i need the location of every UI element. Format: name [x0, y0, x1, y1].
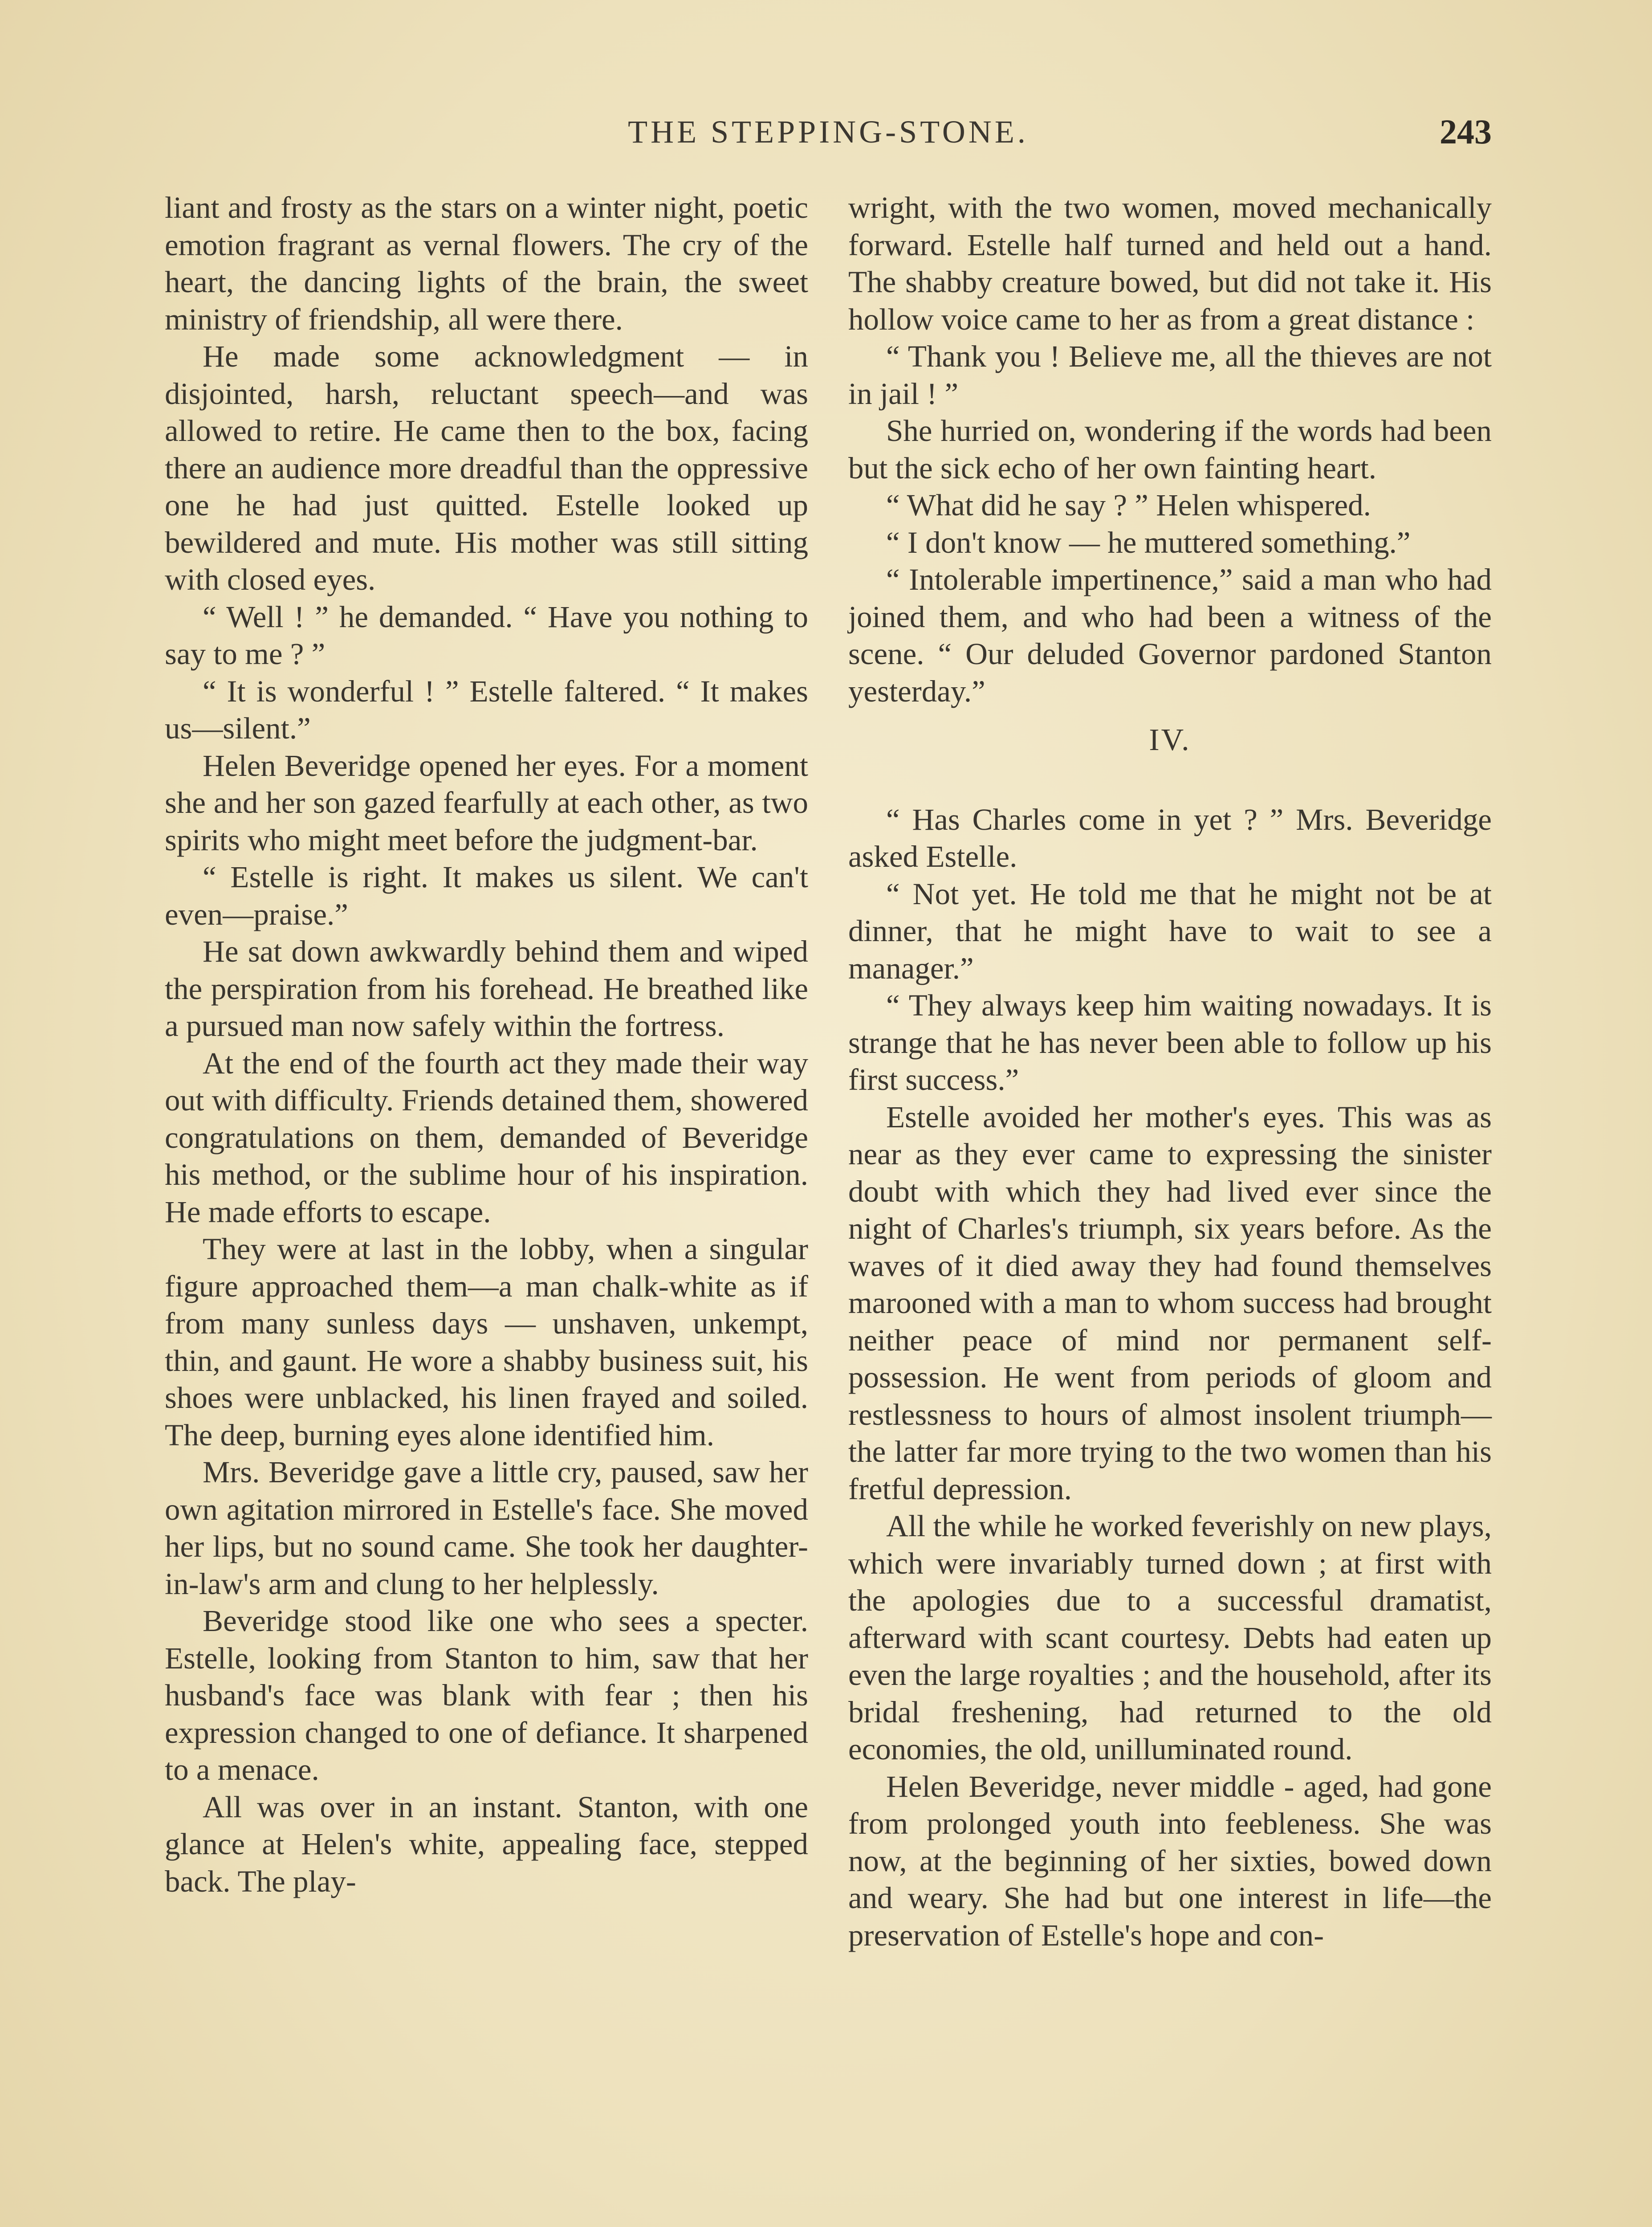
- paragraph: liant and frosty as the stars on a winter night, poetic emotion fragrant as vernal flowers. The cry of the heart, the dancing lights of the brain, the sweet ministry of friendship, all were there.: [165, 191, 808, 336]
- paragraph: “ Well ! ” he demanded. “ Have you nothing to say to me ? ”: [165, 600, 808, 671]
- section-heading: IV.: [1149, 723, 1191, 757]
- page-header: [165, 114, 1492, 154]
- paragraph: All was over in an instant. Stanton, with one glance at Helen's white, appealing face, stepped back. The play-: [165, 1790, 808, 1898]
- paragraph: He sat down awkwardly behind them and wiped the perspiration from his forehead. He breathed like a pursued man now safely within the fortress.: [165, 934, 808, 1043]
- paragraph: “ They always keep him waiting nowadays. It is strange that he has never been able to follow up his first success.”: [848, 988, 1492, 1097]
- page-number: 243: [1440, 112, 1492, 151]
- paragraph: “ I don't know — he muttered something.”: [886, 525, 1411, 559]
- paragraph: Helen Beveridge opened her eyes. For a moment she and her son gazed fearfully at each other, as two spirits who might meet before the judgment-bar.: [165, 748, 808, 857]
- paragraph: All the while he worked feverishly on new plays, which were invariably turned down ; at first with the apologies due to a successful dramatist, afterward with scant courtesy. Debts had eaten up even the large royalties ; and the household, after its bridal freshening, had returned to the old economies, the old, unilluminated round.: [848, 1509, 1492, 1766]
- paragraph: Helen Beveridge, never middle - aged, had gone from prolonged youth into feebleness. She was now, at the beginning of her sixties, bowed down and weary. She had but one interest in life—the preservation of Estelle's hope and con-: [848, 1769, 1492, 1952]
- paragraph: “ What did he say ? ” Helen whispered.: [886, 488, 1371, 522]
- paragraph: Mrs. Beveridge gave a little cry, paused, saw her own agitation mirrored in Estelle's face. She moved her lips, but no sound came. She took her daughter-in-law's arm and clung to her helplessly.: [165, 1455, 808, 1601]
- paragraph: They were at last in the lobby, when a singular figure approached them—a man chalk-white as if from many sunless days — unshaven, unkempt, thin, and gaunt. He wore a shabby business suit, his shoes were unblacked, his linen frayed and soiled. The deep, burning eyes alone identified him.: [165, 1232, 808, 1452]
- paragraph: “ Thank you ! Believe me, all the thieves are not in jail ! ”: [848, 339, 1492, 411]
- paragraph: wright, with the two women, moved mechanically forward. Estelle half turned and held out a hand. The shabby creature bowed, but did not take it. His hollow voice came to her as from a great distance :: [848, 191, 1492, 336]
- paragraph: “ Not yet. He told me that he might not be at dinner, that he might have to wait to see a manager.”: [848, 877, 1492, 985]
- paragraph: He made some acknowledgment — in disjointed, harsh, reluctant speech—and was allowed to retire. He came then to the box, facing there an audience more dreadful than the oppressive one he had just quitted. Estelle looked up bewildered and mute. His mother was still sitting with closed eyes.: [165, 339, 808, 596]
- paragraph: “ Intolerable impertinence,” said a man who had joined them, and who had been a witness of the scene. “ Our deluded Governor pardoned Stanton yesterday.”: [848, 563, 1492, 708]
- paragraph: At the end of the fourth act they made their way out with difficulty. Friends detained them, showered congratulations on them, demanded of Beveridge his method, or the sublime hour of his inspiration. He made efforts to escape.: [165, 1046, 808, 1229]
- paragraph: She hurried on, wondering if the words had been but the sick echo of her own fainting heart.: [848, 414, 1492, 485]
- paragraph: “ It is wonderful ! ” Estelle faltered. “ It makes us—silent.”: [165, 674, 808, 745]
- running-head: THE STEPPING-STONE.: [628, 114, 1029, 150]
- paragraph: “ Has Charles come in yet ? ” Mrs. Beveridge asked Estelle.: [848, 802, 1492, 873]
- paragraph: “ Estelle is right. It makes us silent. We can't even—praise.”: [165, 860, 808, 931]
- left-column: [165, 189, 808, 1900]
- paragraph: Estelle avoided her mother's eyes. This was as near as they ever came to expressing the sinister doubt with which they had lived ever since the night of Charles's triumph, six years before. As the waves of it died away they had found themselves marooned with a man to whom success had brought neither peace of mind nor permanent self-possession. He went from periods of gloom and restlessness to hours of almost insolent triumph—the latter far more trying to the two women than his fretful depression.: [848, 1100, 1492, 1506]
- paragraph: Beveridge stood like one who sees a specter. Estelle, looking from Stanton to him, saw that her husband's face was blank with fear ; then his expression changed to one of defiance. It sharpened to a menace.: [165, 1604, 808, 1786]
- right-column: [848, 189, 1492, 1954]
